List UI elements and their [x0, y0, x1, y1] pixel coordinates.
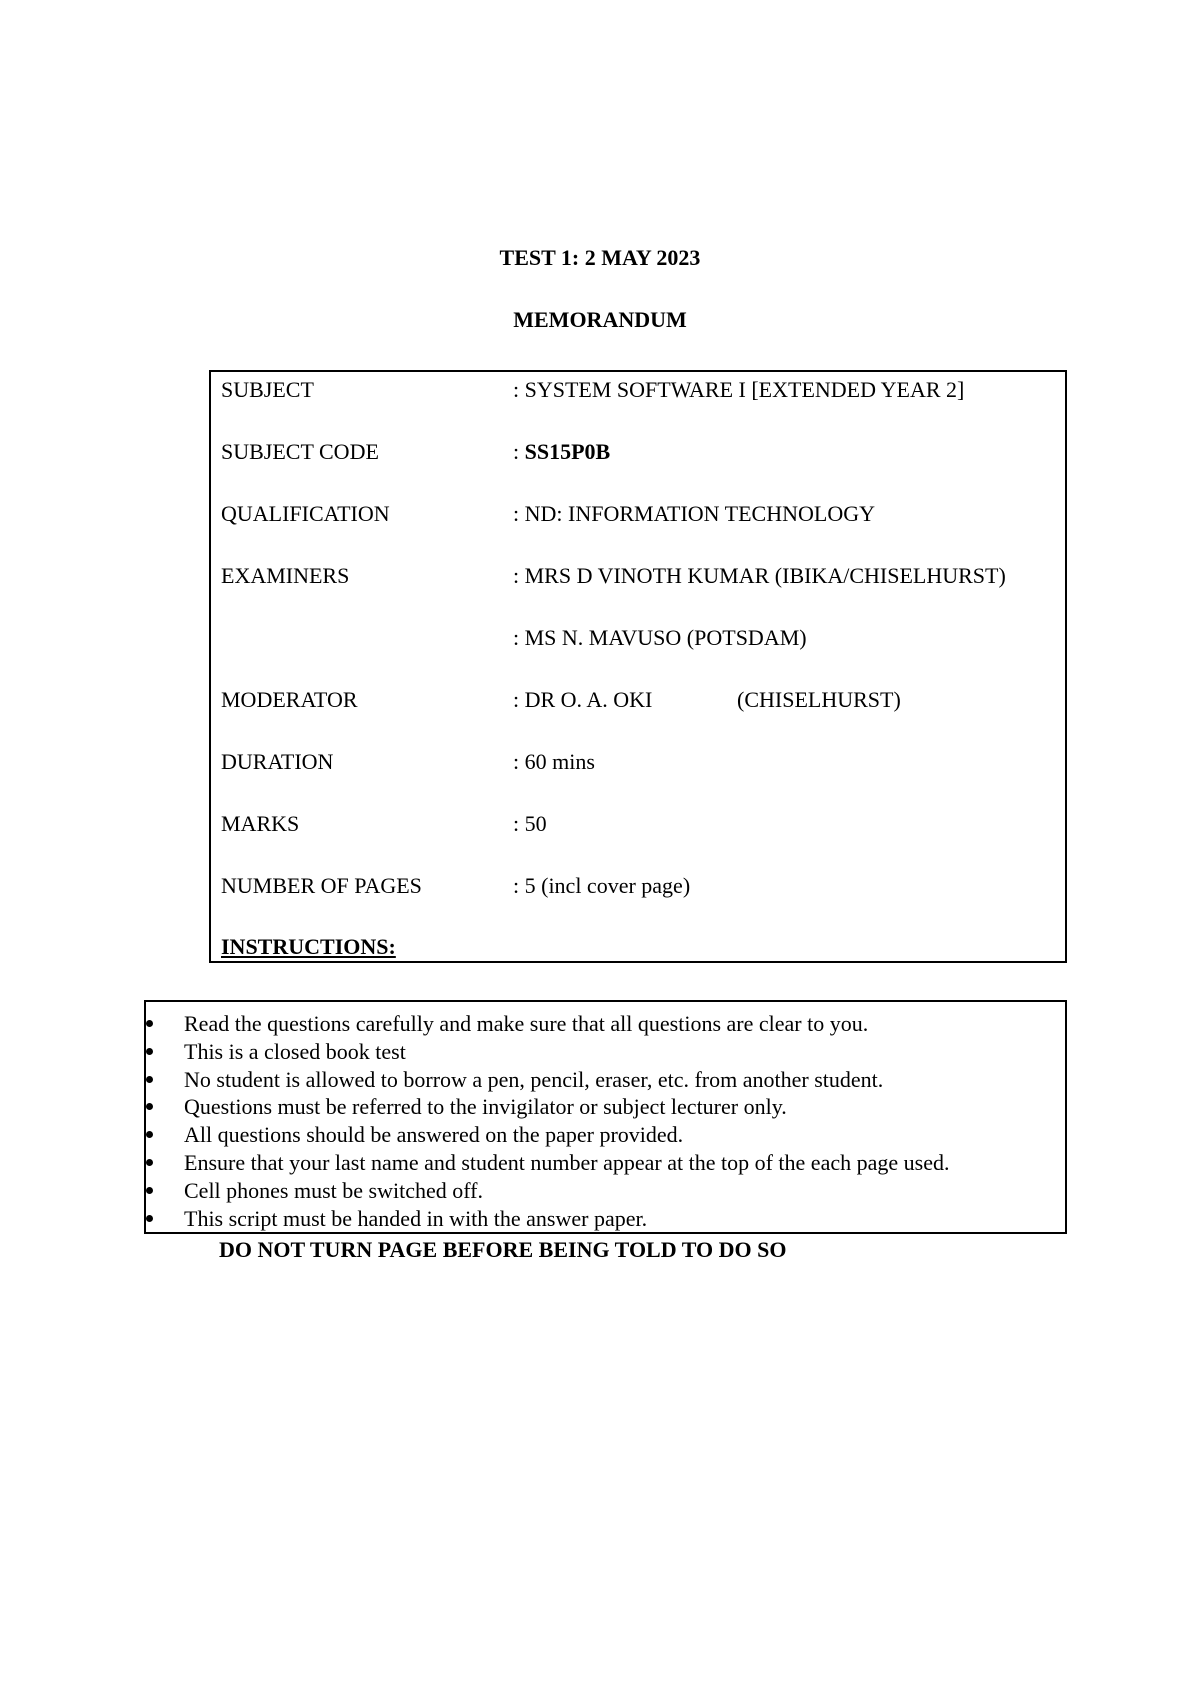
examiners-row-2 — [211, 624, 1065, 652]
marks-label: MARKS — [221, 811, 300, 836]
page-title: TEST 1: 2 MAY 2023 — [499, 245, 701, 270]
list-item — [146, 1177, 1065, 1205]
subject-value: : SYSTEM SOFTWARE I [EXTENDED YEAR 2] — [513, 377, 965, 402]
moderator-label: MODERATOR — [221, 687, 358, 712]
qualification-label: QUALIFICATION — [221, 501, 390, 526]
list-item — [146, 1066, 1065, 1094]
instruction-text: This is a closed book test — [184, 1038, 406, 1064]
instruction-text: No student is allowed to borrow a pen, pencil, eraser, etc. from another student. — [184, 1066, 884, 1092]
instruction-text: All questions should be answered on the paper provided. — [184, 1122, 684, 1148]
bullet-icon — [146, 1020, 153, 1027]
subject-code-prefix: : — [513, 439, 525, 464]
list-item — [146, 1093, 1065, 1121]
subject-row — [211, 376, 1065, 404]
moderator-place: (CHISELHURST) — [737, 687, 901, 712]
instruction-text: Questions must be referred to the invigilator or subject lecturer only. — [184, 1094, 787, 1120]
instructions-list — [146, 1010, 1065, 1232]
subject-code: SS15P0B — [524, 439, 611, 464]
instructions-heading: INSTRUCTIONS: — [221, 934, 396, 959]
instruction-text: Read the questions carefully and make sure that all questions are clear to you. — [184, 1011, 869, 1036]
moderator-row — [211, 686, 1065, 714]
bullet-icon — [146, 1215, 153, 1222]
qualification-value: : ND: INFORMATION TECHNOLOGY — [513, 501, 875, 526]
instruction-text: Cell phones must be switched off. — [184, 1177, 483, 1203]
bullet-icon — [146, 1187, 153, 1194]
qualification-row — [211, 500, 1065, 528]
instructions-heading-row — [211, 933, 1065, 961]
subject-label: SUBJECT — [221, 377, 314, 402]
moderator-value: : DR O. A. OKI — [513, 687, 653, 712]
footer-warning: DO NOT TURN PAGE BEFORE BEING TOLD TO DO SO — [219, 1237, 787, 1262]
instruction-text: Ensure that your last name and student number appear at the top of the each page used. — [184, 1149, 950, 1175]
marks-row — [211, 810, 1065, 838]
bullet-icon — [146, 1131, 153, 1138]
list-item — [146, 1149, 1065, 1177]
list-item — [146, 1205, 1065, 1233]
pages-label: NUMBER OF PAGES — [221, 873, 422, 898]
list-item — [146, 1038, 1065, 1066]
bullet-icon — [146, 1159, 153, 1166]
duration-value: : 60 mins — [513, 749, 595, 774]
list-item — [146, 1010, 1065, 1038]
pages-row — [211, 872, 1065, 900]
subject-code-label: SUBJECT CODE — [221, 439, 379, 464]
examiner-2: : MS N. MAVUSO (POTSDAM) — [513, 625, 807, 650]
examiners-label: EXAMINERS — [221, 563, 350, 588]
bullet-icon — [146, 1048, 153, 1055]
instructions-box — [144, 1000, 1067, 1234]
pages-value: : 5 (incl cover page) — [513, 873, 691, 898]
duration-row — [211, 748, 1065, 776]
subject-code-value — [513, 438, 610, 466]
marks-value: : 50 — [513, 811, 547, 836]
instruction-text: This script must be handed in with the answer paper. — [184, 1205, 648, 1231]
examiner-1: : MRS D VINOTH KUMAR (IBIKA/CHISELHURST) — [513, 563, 1006, 588]
duration-label: DURATION — [221, 749, 334, 774]
memorandum-title: MEMORANDUM — [513, 307, 687, 332]
test-info-box — [209, 370, 1067, 963]
examiners-row — [211, 562, 1065, 590]
bullet-icon — [146, 1103, 153, 1110]
bullet-icon — [146, 1076, 153, 1083]
subject-code-row — [211, 438, 1065, 466]
list-item — [146, 1121, 1065, 1149]
